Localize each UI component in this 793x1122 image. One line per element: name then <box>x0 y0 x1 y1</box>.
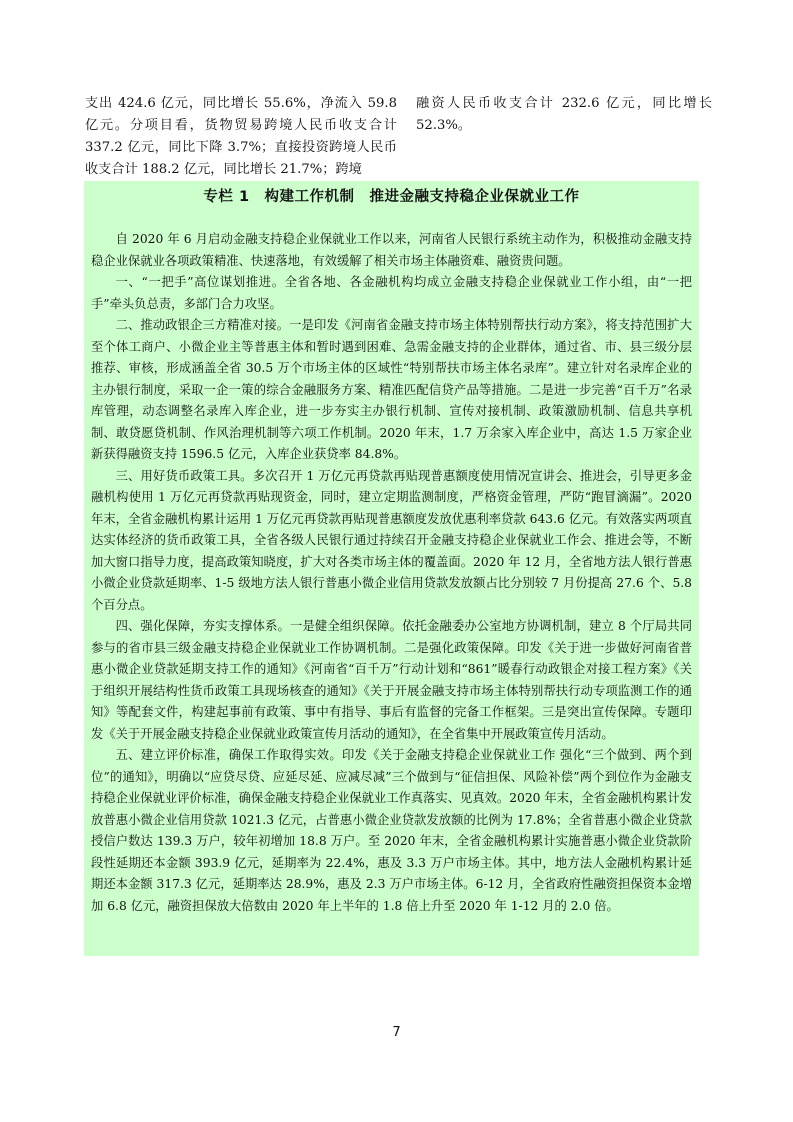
box-body <box>91 229 692 917</box>
box-title: 专栏 1 构建工作机制 推进金融支持稳企业保就业工作 <box>203 189 580 205</box>
special-column-box <box>84 181 699 956</box>
box-paragraph: 四、强化保障，夯实支撑体系。一是健全组织保障。依托金融委办公室地方协调机制，建立 8 个厅局共同参与的省市县三级金融支持稳企业保就业工作协调机制。二是强化政策保障。印发《关于进一步做好河南省普惠小微企业贷款延期支持工作的通知》《河南省“百千万”行动计划和“861”暖春行动政银企对接工程方案》《关于组织开展结构性货币政策工具现场核查的通知》《关于开展金融支持市场主体特别帮扶行动专项监测工作的通知》等配套文件，构建起事前有政策、事中有指导、事后有监督的完备工作框架。三是突出宣传保障。专题印发《关于开展金融支持稳企业保就业政策宣传月活动的通知》，在全省集中开展政策宣传月活动。 <box>91 619 692 741</box>
top-left-column-text: 支出 424.6 亿元，同比增长 55.6%，净流入 59.8 亿元。分项目看，货物贸易跨境人民币收支合计 337.2 亿元，同比下降 3.7%；直接投资跨境人民币收支合计 188.2 亿元，同比增长 21.7%；跨境 <box>85 96 397 177</box>
page-number: 7 <box>392 1025 401 1040</box>
box-paragraph: 五、建立评价标准，确保工作取得实效。印发《关于金融支持稳企业保就业工作 强化“三个做到、两个到位”的通知》，明确以“应贷尽贷、应延尽延、应减尽减”三个做到与“征信担保、风险补偿”两个到位作为金融支持稳企业保就业评价标准，确保金融支持稳企业保就业工作真落实、见真效。2020 年末，全省金融机构累计发放普惠小微企业信用贷款 1021.3 亿元，占普惠小微企业贷款发放额的比例为 17.8%；全省普惠小微企业贷款授信户数达 139.3 万户，较年初增加 18.8 万户。至 2020 年末，全省金融机构累计实施普惠小微企业贷款阶段性延期还本金额 393.9 亿元，延期率为 22.4%，惠及 3.3 万户市场主体。其中，地方法人金融机构累计延期还本金额 317.3 亿元，延期率达 28.9%，惠及 2.3 万户市场主体。6-12 月，全省政府性融资担保资本金增加 6.8 亿元，融资担保放大倍数由 2020 年上半年的 1.8 倍上升至 2020 年 1-12 月的 2.0 倍。 <box>91 748 692 913</box>
box-paragraph: 二、推动政银企三方精准对接。一是印发《河南省金融支持市场主体特别帮扶行动方案》，将支持范围扩大至个体工商户、小微企业主等普惠主体和暂时遇到困难、急需金融支持的企业群体，通过省、市、县三级分层推荐、审核，形成涵盖全省 30.5 万个市场主体的区域性“特别帮扶市场主体名录库”。建立针对名录库企业的主办银行制度，采取一企一策的综合金融服务方案、精准匹配信贷产品等措施。二是进一步完善“百千万”名录库管理，动态调整名录库入库企业，进一步夯实主办银行机制、宣传对接机制、政策激励机制、信息共享机制、敢贷愿贷机制、作风治理机制等六项工作机制。2020 年末，1.7 万余家入库企业中，高达 1.5 万家企业新获得融资支持 1596.5 亿元，入库企业获贷率 84.8%。 <box>91 318 692 461</box>
top-right-column-text: 融资人民币收支合计 232.6 亿元，同比增长 52.3%。 <box>416 96 712 133</box>
box-paragraph: 一、“一把手”高位谋划推进。全省各地、各金融机构均成立金融支持稳企业保就业工作小组，由“一把手”牵头负总责，多部门合力攻坚。 <box>91 275 692 311</box>
box-paragraph: 三、用好货币政策工具。多次召开 1 万亿元再贷款再贴现普惠额度使用情况宣讲会、推进会，引导更多金融机构使用 1 万亿元再贷款再贴现资金，同时，建立定期监测制度，严格资金管理，严防“跑冒滴漏”。2020 年末，全省金融机构累计运用 1 万亿元再贷款再贴现普惠额度发放优惠利率贷款 643.6 亿元。有效落实两项直达实体经济的货币政策工具，全省各级人民银行通过持续召开金融支持稳企业保就业工作会、推进会等，不断加大窗口指导力度，提高政策知晓度，扩大对各类市场主体的覆盖面。2020 年 12 月，全省地方法人银行普惠小微企业贷款延期率、1-5 级地方法人银行普惠小微企业信用贷款发放额占比分别较 7 月份提高 27.6 个、5.8 个百分点。 <box>91 468 692 612</box>
box-paragraph: 自 2020 年 6 月启动金融支持稳企业保就业工作以来，河南省人民银行系统主动作为，积极推动金融支持稳企业保就业各项政策精准、快速落地，有效缓解了相关市场主体融资难、融资贵问题。 <box>91 232 692 268</box>
